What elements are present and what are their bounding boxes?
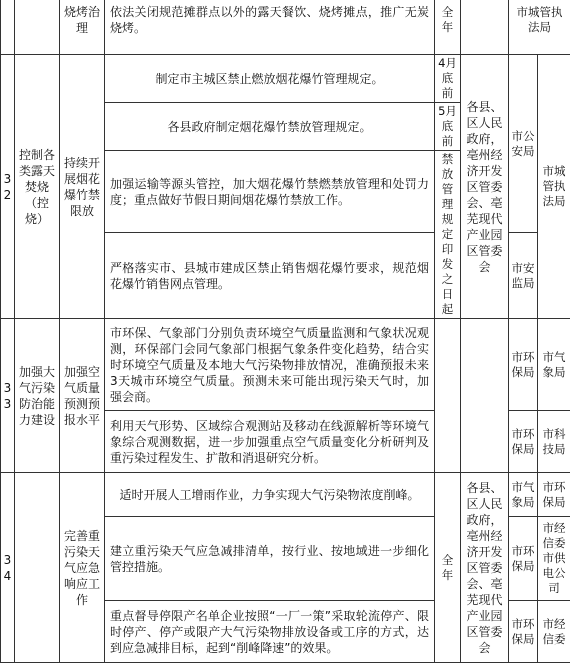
responsible-cell: 市环保局 xyxy=(509,601,538,663)
task-cell: 利用天气形势、区域综合观测站及移动在线源解析等环境气象综合观测数据，进一步加强重点空气质量变化分析研判及重污染过程发生、扩散和消退研究分析。 xyxy=(105,411,435,473)
table-row xyxy=(1,55,570,103)
seq-cell: 32 xyxy=(1,55,15,319)
responsible-cell: 市安监局 xyxy=(509,233,538,319)
lead-cell: 市环保局 xyxy=(538,473,570,517)
seq-cell xyxy=(1,0,15,55)
time-cell: 禁放管理规定印发之日起 xyxy=(435,151,461,319)
category-cell: 控制各类露天焚烧（控烧） xyxy=(15,55,60,319)
time-cell: 4月底前 xyxy=(435,55,461,103)
seq-cell: 34 xyxy=(1,473,15,663)
lead-cell: 市经信委市供电公司 xyxy=(538,517,570,601)
seq-cell: 33 xyxy=(1,319,15,473)
lead-cell: 市气象局 xyxy=(538,319,570,411)
measure-cell: 完善重污染天气应急响应工作 xyxy=(60,473,105,663)
task-cell: 建立重污染天气应急减排清单，按行业、按地域进一步细化管控措施。 xyxy=(105,517,435,601)
lead-cell: 市经信委 xyxy=(538,601,570,663)
category-cell xyxy=(15,0,60,55)
table-row xyxy=(1,473,570,517)
coop-cell xyxy=(461,0,509,55)
task-cell: 严格落实市、县城市建成区禁止销售烟花爆竹要求，规范烟花爆竹销售网点管理。 xyxy=(105,233,435,319)
task-cell: 各县政府制定烟花爆竹禁放管理规定。 xyxy=(105,103,435,151)
time-cell: 5月底前 xyxy=(435,103,461,151)
task-cell: 市环保、气象部门分别负责环境空气质量监测和气象状况观测，环保部门会同气象部门根据气象条件变化趋势，结合实时环境空气质量及本地大气污染物排放情况，准确预报未来3天城市环境空气质量。预测未来可能出现污染天气时，加强会商。 xyxy=(105,319,435,411)
category-cell xyxy=(15,473,60,663)
task-cell: 重点督导停限产名单企业按照“一厂一策”采取轮流停产、限时停产、停产或限产大气污染物排放设备或工序的方式，达到应急减排目标，起到“削峰降速”的效果。 xyxy=(105,601,435,663)
responsible-cell: 市环保局 xyxy=(509,517,538,601)
time-cell: 全年 xyxy=(435,0,461,55)
coop-cell: 各县、区人民政府，亳州经济开发区管委会、亳芜现代产业园区管委会 xyxy=(461,55,509,319)
time-cell xyxy=(435,319,461,473)
lead-cell: 市城管执法局 xyxy=(538,55,570,319)
task-cell: 加强运输等源头管控，加大烟花爆竹禁燃禁放管理和处罚力度；重点做好节假日期间烟花爆竹禁放工作。 xyxy=(105,151,435,233)
table-row xyxy=(1,319,570,411)
responsible-cell: 市气象局 xyxy=(509,473,538,517)
table-row xyxy=(1,0,570,55)
task-cell: 适时开展人工增雨作业，力争实现大气污染物浓度削峰。 xyxy=(105,473,435,517)
coop-cell xyxy=(461,319,509,473)
task-cell: 制定市主城区禁止燃放烟花爆竹管理规定。 xyxy=(105,55,435,103)
responsible-cell: 市公安局 xyxy=(509,55,538,233)
measure-cell: 加强空气质量预测预报水平 xyxy=(60,319,105,473)
coop-cell: 各县、区人民政府，亳州经济开发区管委会、亳芜现代产业园区管委会 xyxy=(461,473,509,663)
time-cell: 全年 xyxy=(435,473,461,663)
responsible-cell: 市环保局 xyxy=(509,411,538,473)
category-cell: 加强大气污染防治能力建设 xyxy=(15,319,60,473)
task-cell: 依法关闭规范摊群点以外的露天餐饮、烧烤摊点，推广无炭烧烤。 xyxy=(105,0,435,55)
lead-cell: 市科技局 xyxy=(538,411,570,473)
responsible-cell: 市城管执法局 xyxy=(509,0,570,55)
measure-cell: 持续开展烟花爆竹禁限放 xyxy=(60,55,105,319)
measure-cell: 烧烤治理 xyxy=(60,0,105,55)
responsible-cell: 市环保局 xyxy=(509,319,538,411)
